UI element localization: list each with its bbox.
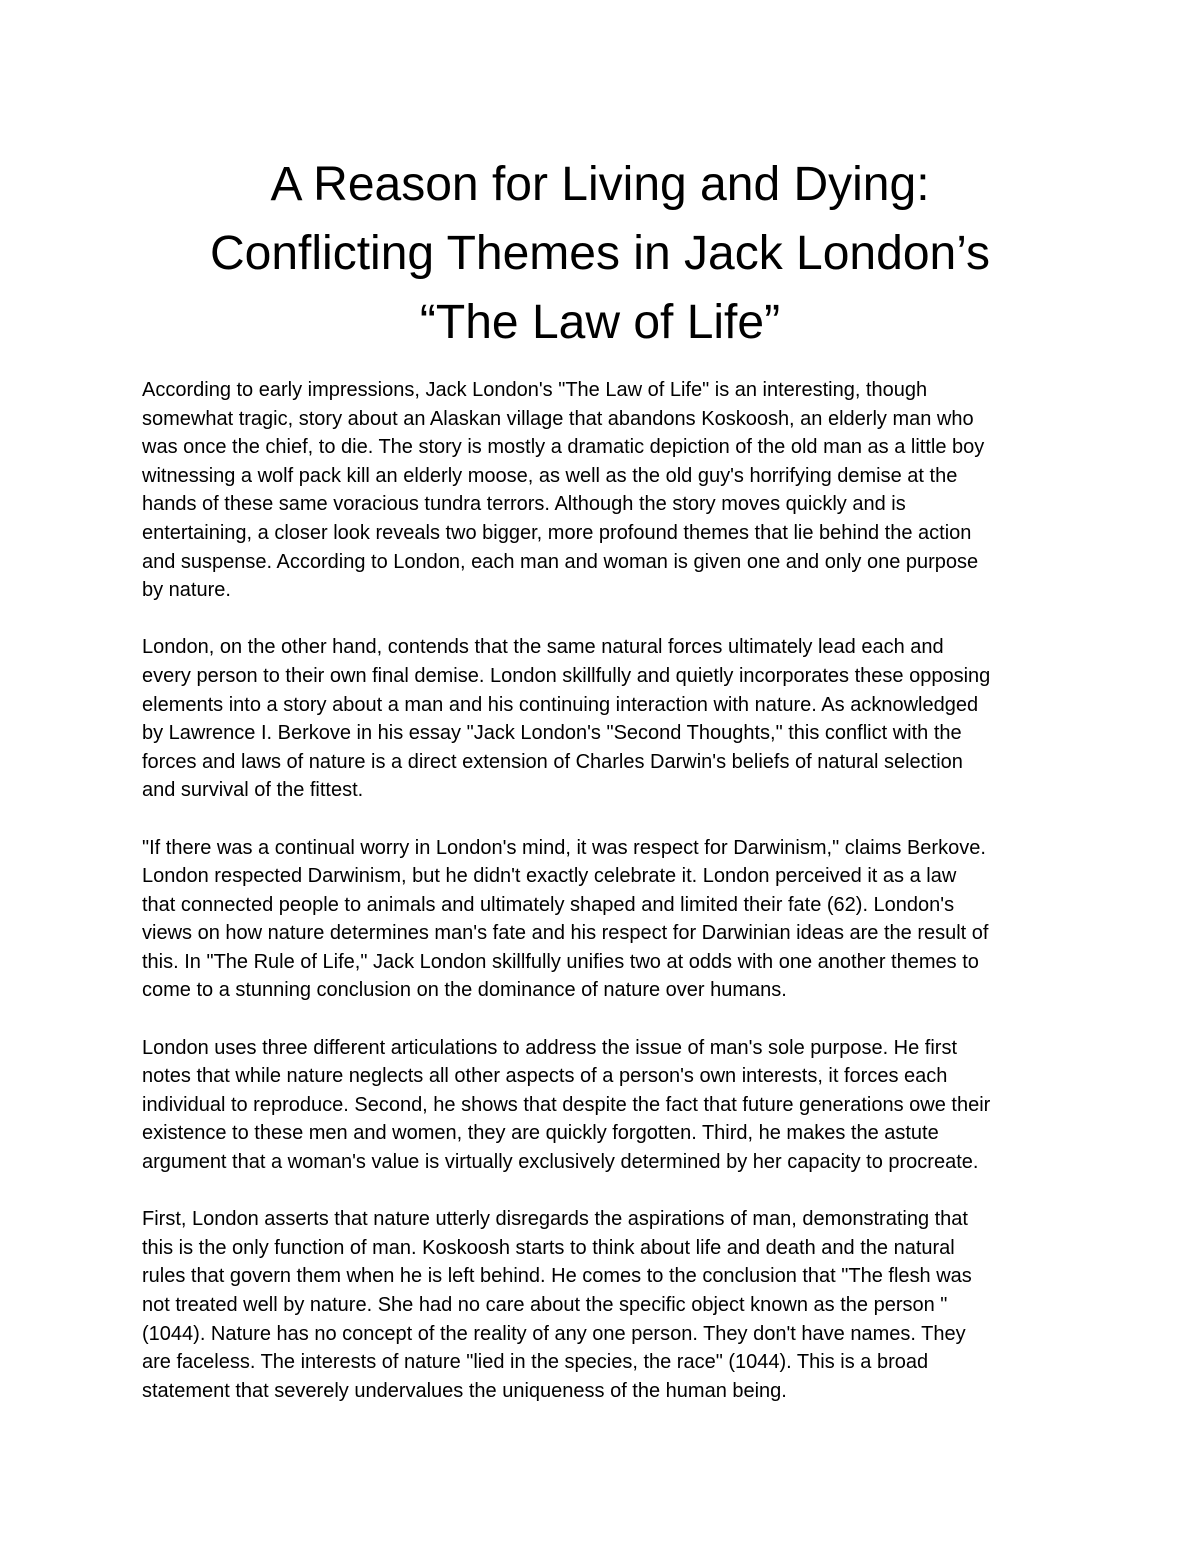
paragraph-line: individual to reproduce. Second, he shows that despite the fact that future generations owe their <box>142 1093 991 1116</box>
paragraph-line: and survival of the fittest. <box>142 779 364 802</box>
paragraph-line: this. In "The Rule of Life," Jack London skillfully unifies two at odds with one another themes to <box>142 950 979 973</box>
paragraph-line: (1044). Nature has no concept of the reality of any one person. They don't have names. They <box>142 1322 966 1345</box>
paragraph-1 <box>142 376 1062 605</box>
paragraph-line: entertaining, a closer look reveals two bigger, more profound themes that lie behind the action <box>142 521 972 544</box>
paragraph-line: that connected people to animals and ultimately shaped and limited their fate (62). London's <box>142 893 955 916</box>
paragraph-line: are faceless. The interests of nature "lied in the species, the race" (1044). This is a broad <box>142 1351 929 1374</box>
paragraph-line: come to a stunning conclusion on the dominance of nature over humans. <box>142 979 787 1002</box>
document-body <box>142 376 1062 1434</box>
paragraph-line: and suspense. According to London, each man and woman is given one and only one purpose <box>142 550 979 573</box>
paragraph-line: elements into a story about a man and his continuing interaction with nature. As acknowledged <box>142 693 979 716</box>
paragraph-line: According to early impressions, Jack London's "The Law of Life" is an interesting, though <box>142 379 928 401</box>
title-line: Conflicting Themes in Jack London’s <box>210 227 990 280</box>
paragraph-line: hands of these same voracious tundra terrors. Although the story moves quickly and is <box>142 493 906 516</box>
paragraph-line: by Lawrence I. Berkove in his essay "Jack London's "Second Thoughts," this conflict with the <box>142 722 962 745</box>
paragraph-line: views on how nature determines man's fate and his respect for Darwinian ideas are the result of <box>142 922 989 945</box>
title-line: A Reason for Living and Dying: <box>270 158 930 211</box>
paragraph-line: by nature. <box>142 579 231 602</box>
title-line: “The Law of Life” <box>419 296 781 349</box>
paragraph-4 <box>142 1034 1062 1177</box>
paragraph-line: every person to their own final demise. London skillfully and quietly incorporates these opposing <box>142 664 991 687</box>
paragraph-line: rules that govern them when he is left behind. He comes to the conclusion that "The flesh was <box>142 1265 972 1288</box>
paragraph-line: somewhat tragic, story about an Alaskan village that abandons Koskoosh, an elderly man who <box>142 407 974 430</box>
paragraph-line: First, London asserts that nature utterly disregards the aspirations of man, demonstrating that <box>142 1208 968 1231</box>
paragraph-line: existence to these men and women, they are quickly forgotten. Third, he makes the astute <box>142 1122 939 1145</box>
paragraph-line: London uses three different articulations to address the issue of man's sole purpose. He first <box>142 1036 958 1059</box>
paragraph-line: not treated well by nature. She had no care about the specific object known as the person " <box>142 1294 948 1316</box>
paragraph-2 <box>142 633 1062 805</box>
paragraph-3 <box>142 834 1062 1006</box>
paragraph-line: London respected Darwinism, but he didn't exactly celebrate it. London perceived it as a law <box>142 865 957 888</box>
paragraph-line: "If there was a continual worry in London's mind, it was respect for Darwinism," claims Berkove. <box>142 836 986 859</box>
document-title <box>0 150 1200 357</box>
paragraph-line: witnessing a wolf pack kill an elderly moose, as well as the old guy's horrifying demise at the <box>142 464 958 487</box>
paragraph-line: was once the chief, to die. The story is mostly a dramatic depiction of the old man as a little boy <box>142 436 985 459</box>
paragraph-line: argument that a woman's value is virtually exclusively determined by her capacity to procreate. <box>142 1151 979 1174</box>
paragraph-5 <box>142 1205 1062 1405</box>
paragraph-line: notes that while nature neglects all other aspects of a person's own interests, it forces each <box>142 1065 948 1088</box>
paragraph-line: this is the only function of man. Koskoosh starts to think about life and death and the natural <box>142 1236 955 1259</box>
paragraph-line: London, on the other hand, contends that the same natural forces ultimately lead each and <box>142 636 944 659</box>
paragraph-line: statement that severely undervalues the uniqueness of the human being. <box>142 1379 787 1402</box>
paragraph-line: forces and laws of nature is a direct extension of Charles Darwin's beliefs of natural selection <box>142 750 963 773</box>
